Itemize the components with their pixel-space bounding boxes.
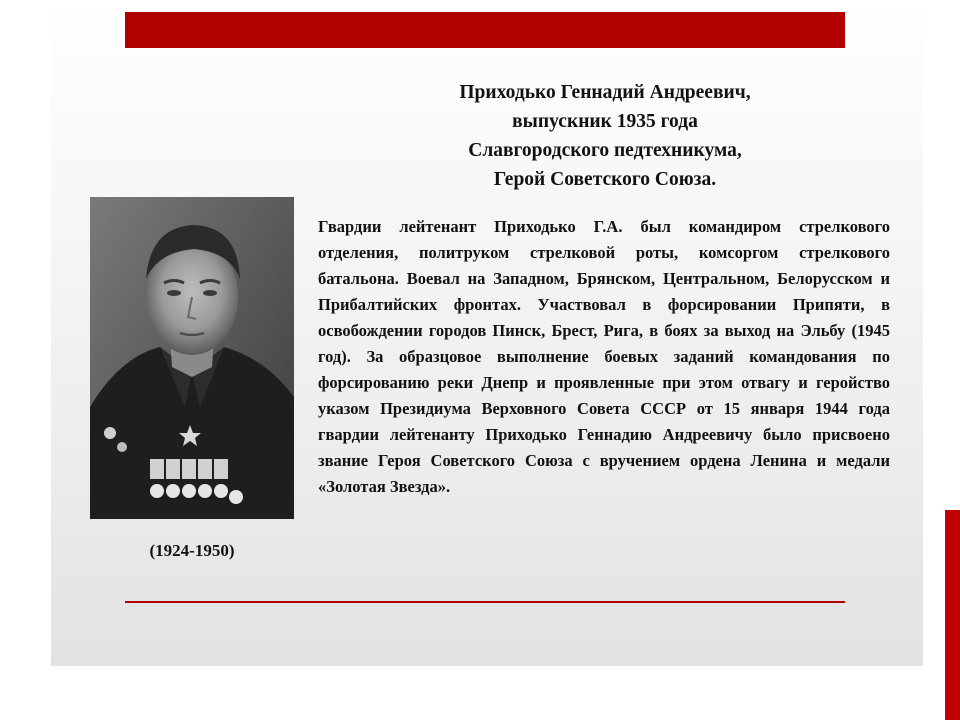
title-line-name: Приходько Геннадий Андреевич,	[459, 82, 751, 103]
title-line-school: Славгородского педтехникума,	[468, 140, 742, 161]
bottom-divider	[125, 601, 845, 603]
portrait-photo	[90, 197, 294, 519]
title-line-hero: Герой Советского Союза.	[493, 169, 717, 190]
title-line-graduate: выпускник 1935 года	[512, 111, 698, 132]
biography-text: Гвардии лейтенант Приходько Г.А. был командиром стрелкового отделения, политруком стрелковой роты, комсоргом стрелкового батальона. Воевал на Западном, Брянском, Центральном, Белорусском и Прибалтийских фронтах. Участвовал в форсировании Припяти, в освобождении городов Пинск, Брест, Рига, в боях за выход на Эльбу (1945 год). За образцовое выполнение боевых заданий командования по форсированию реки Днепр и проявленные при этом отвагу и геройство указом Президиума Верховного Совета СССР от 15 января 1944 года гвардии лейтенанту Приходько Геннадию Андреевичу было присвоено звание Героя Советского Союза с вручением ордена Ленина и медали «Золотая Звезда».	[318, 217, 890, 496]
side-accent-bar	[945, 510, 960, 720]
portrait-photo-icon	[90, 197, 294, 519]
slide-title	[380, 78, 830, 194]
top-accent-bar	[125, 12, 845, 48]
life-years: (1924-1950)	[149, 541, 235, 560]
